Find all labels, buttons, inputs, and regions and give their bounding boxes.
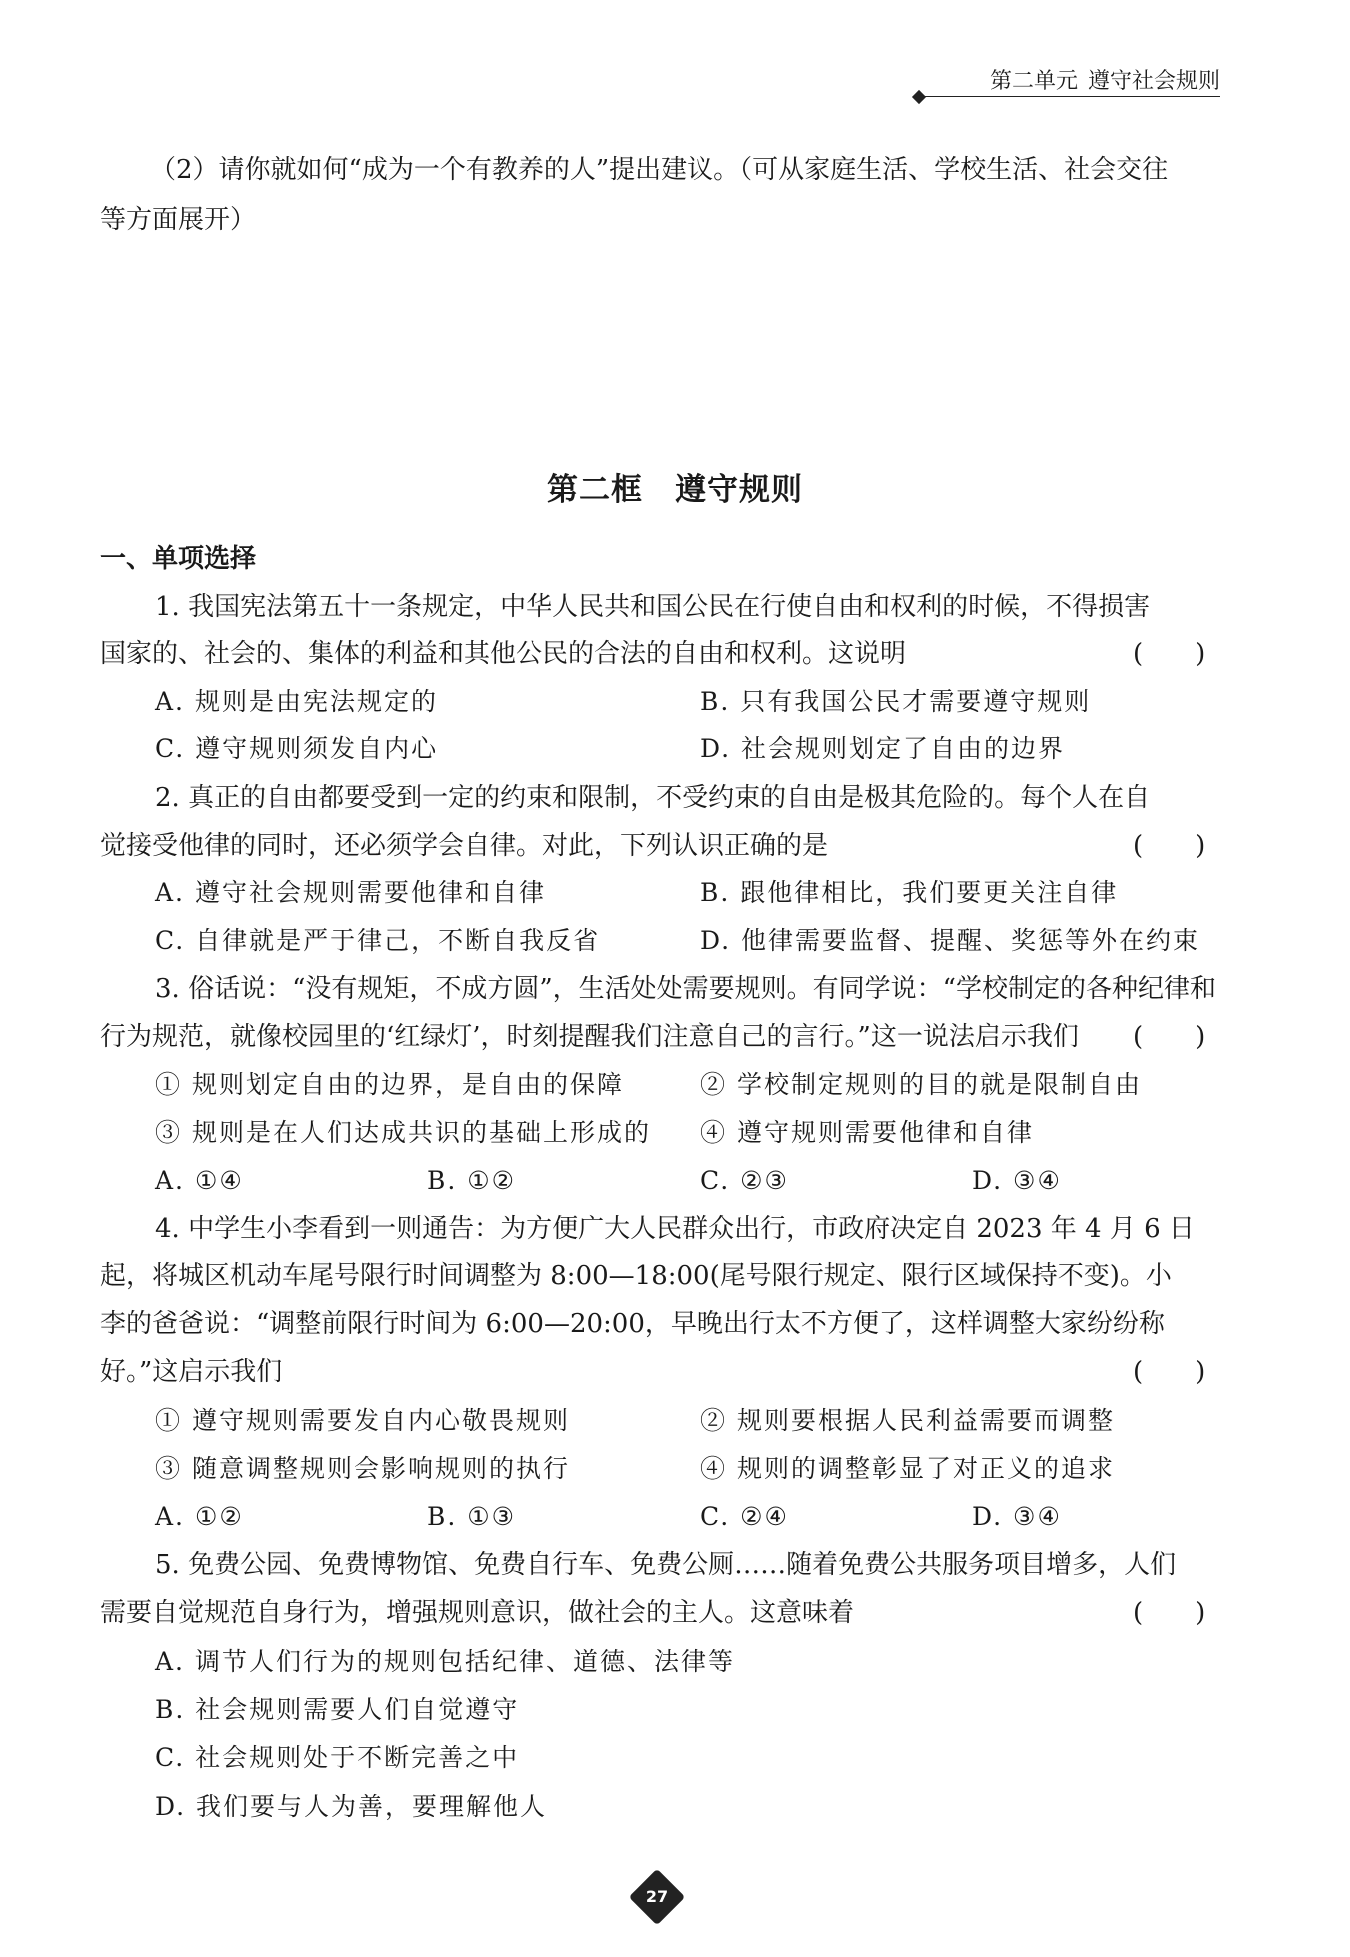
answer-blank: ( ) — [1133, 1598, 1206, 1628]
question-4-line-2: 起，将城区机动车尾号限行时间调整为 8:00—18:00(尾号限行规定、限行区域保持不变)。小 — [100, 1261, 1172, 1291]
answer-blank: ( ) — [1133, 1022, 1206, 1052]
option-d: D. 他律需要监督、提醒、奖惩等外在约束 — [700, 926, 1201, 955]
option-b: B. ①③ — [427, 1502, 517, 1531]
diamond-icon — [912, 90, 926, 104]
question-2-line-1: 2. 真正的自由都要受到一定的约束和限制，不受约束的自由是极其危险的。每个人在自 — [155, 783, 1151, 813]
option-c: C. 自律就是严于律己，不断自我反省 — [155, 926, 601, 955]
intro-line-2: 等方面展开） — [100, 205, 257, 235]
answer-blank: ( ) — [1133, 1357, 1206, 1387]
option-a: A. 规则是由宪法规定的 — [155, 687, 438, 716]
option-d: D. 我们要与人为善，要理解他人 — [155, 1792, 548, 1821]
statement-2: ② 学校制定规则的目的就是限制自由 — [700, 1070, 1142, 1099]
option-b: B. 社会规则需要人们自觉遵守 — [155, 1695, 520, 1724]
question-4-line-4: 好。”这启示我们 — [100, 1357, 283, 1387]
option-d: D. ③④ — [972, 1166, 1062, 1195]
statement-1: ① 遵守规则需要发自内心敬畏规则 — [155, 1406, 570, 1435]
statement-3: ③ 随意调整规则会影响规则的执行 — [155, 1454, 570, 1483]
statement-3: ③ 规则是在人们达成共识的基础上形成的 — [155, 1118, 651, 1147]
question-1-line-1: 1. 我国宪法第五十一条规定，中华人民共和国公民在行使自由和权利的时候，不得损害 — [155, 592, 1151, 622]
option-a: A. ①② — [155, 1502, 244, 1531]
statement-1: ① 规则划定自由的边界，是自由的保障 — [155, 1070, 624, 1099]
question-4-line-1: 4. 中学生小李看到一则通告：为方便广大人民群众出行，市政府决定自 2023 年 4 月 6 日 — [155, 1214, 1195, 1244]
option-a: A. 调节人们行为的规则包括纪律、道德、法律等 — [155, 1647, 735, 1676]
question-3-line-2: 行为规范，就像校园里的‘红绿灯’，时刻提醒我们注意自己的言行。”这一说法启示我们 — [100, 1022, 1079, 1052]
header-topic: 遵守社会规则 — [1087, 68, 1220, 94]
option-c: C. ②③ — [700, 1166, 789, 1195]
intro-line-1: （2）请你就如何“成为一个有教养的人”提出建议。（可从家庭生活、学校生活、社会交往 — [150, 155, 1169, 185]
option-c: C. 遵守规则须发自内心 — [155, 734, 439, 763]
question-5-line-2: 需要自觉规范自身行为，增强规则意识，做社会的主人。这意味着 — [100, 1598, 855, 1628]
option-d: D. 社会规则划定了自由的边界 — [700, 734, 1066, 763]
option-a: A. ①④ — [155, 1166, 244, 1195]
answer-blank: ( ) — [1133, 831, 1206, 861]
question-1-line-2: 国家的、社会的、集体的利益和其他公民的合法的自由和权利。这说明 — [100, 639, 907, 669]
statement-4: ④ 遵守规则需要他律和自律 — [700, 1118, 1034, 1147]
page-number: 27 — [645, 1887, 669, 1906]
option-d: D. ③④ — [972, 1502, 1062, 1531]
statement-2: ② 规则要根据人民利益需要而调整 — [700, 1406, 1115, 1435]
option-b: B. ①② — [427, 1166, 517, 1195]
question-5-line-1: 5. 免费公园、免费博物馆、免费自行车、免费公厕……随着免费公共服务项目增多，人们 — [155, 1550, 1177, 1580]
question-3-line-1: 3. 俗话说：“没有规矩，不成方圆”，生活处处需要规则。有同学说：“学校制定的各种纪律和 — [155, 974, 1216, 1004]
section-title: 第二框 遵守规则 — [547, 472, 803, 508]
answer-blank: ( ) — [1133, 639, 1206, 669]
header-unit: 第二单元 — [989, 68, 1078, 94]
option-a: A. 遵守社会规则需要他律和自律 — [155, 878, 546, 907]
option-c: C. ②④ — [700, 1502, 789, 1531]
statement-4: ④ 规则的调整彰显了对正义的追求 — [700, 1454, 1115, 1483]
option-c: C. 社会规则处于不断完善之中 — [155, 1743, 520, 1772]
running-header — [918, 62, 1220, 97]
option-b: B. 跟他律相比，我们要更关注自律 — [700, 878, 1119, 907]
section-heading: 一、单项选择 — [100, 544, 257, 574]
question-2-line-2: 觉接受他律的同时，还必须学会自律。对此，下列认识正确的是 — [100, 831, 829, 861]
question-4-line-3: 李的爸爸说：“调整前限行时间为 6:00—20:00，早晚出行太不方便了，这样调整大家纷纷称 — [100, 1309, 1165, 1339]
option-b: B. 只有我国公民才需要遵守规则 — [700, 687, 1092, 716]
page-number-badge — [637, 1877, 677, 1917]
